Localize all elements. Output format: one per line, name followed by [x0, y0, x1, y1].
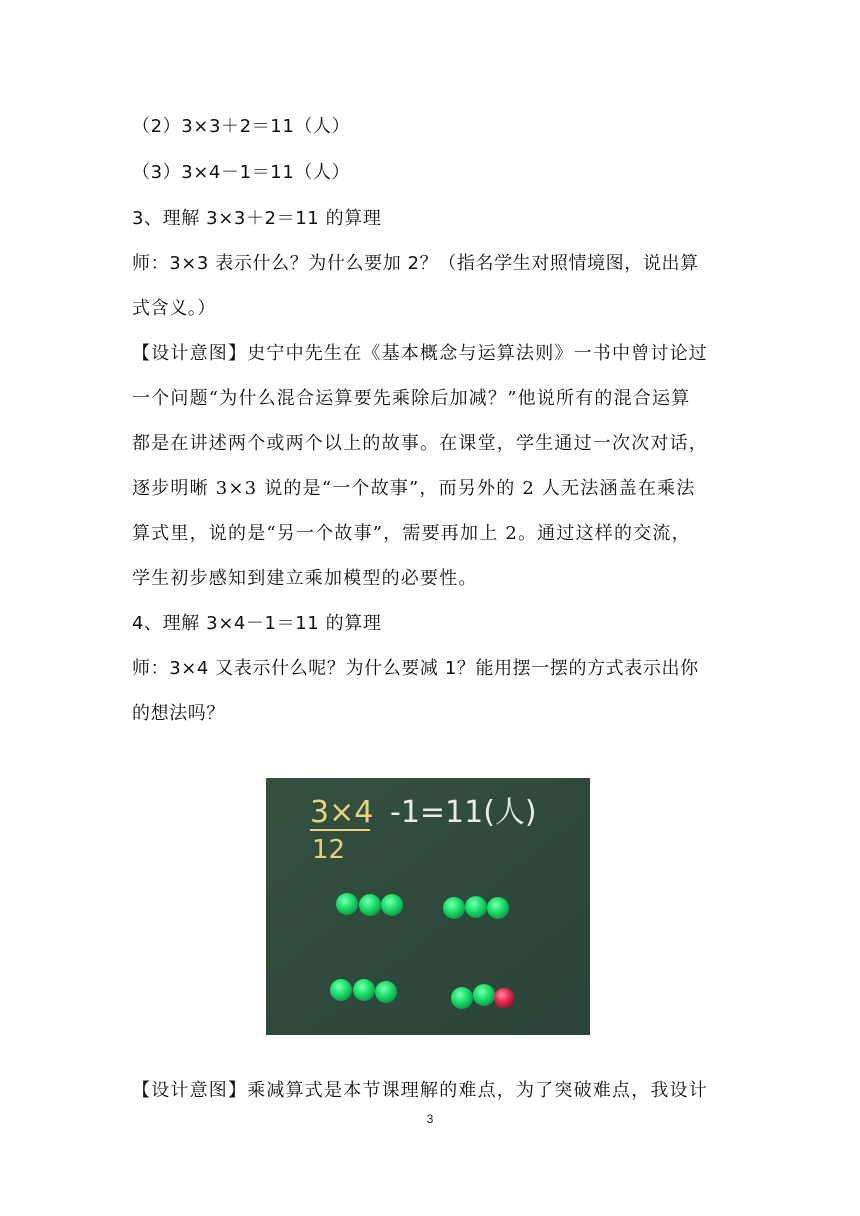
text-line-teacher-question-2: 师：3×4 又表示什么呢？为什么要减 1？能用摆一摆的方式表示出你 — [132, 658, 699, 679]
counter-group-top-left — [336, 893, 403, 916]
green-counter — [330, 979, 352, 1001]
blackboard-photo — [266, 778, 590, 1035]
text-line-1: （2）3×3＋2＝11（人） — [132, 116, 351, 137]
counter-group-bottom-left — [330, 979, 397, 1003]
green-counter — [375, 981, 397, 1003]
design-intent-line-5: 算式里，说的是“另一个故事”，需要再加上 2。通过这样的交流， — [132, 523, 691, 544]
design-intent-line-4: 逐步明晰 3×3 说的是“一个故事”，而另外的 2 人无法涵盖在乘法 — [132, 478, 696, 499]
green-counter — [465, 896, 487, 918]
text-line-2: （3）3×4－1＝11（人） — [132, 162, 351, 183]
design-intent-line-1: 【设计意图】史宁中先生在《基本概念与运算法则》一书中曾讨论过 — [132, 343, 708, 364]
red-counter — [494, 988, 514, 1008]
design-intent-line-3: 都是在讲述两个或两个以上的故事。在课堂，学生通过一次次对话， — [132, 433, 708, 454]
section-heading-3: 3、理解 3×3＋2＝11 的算理 — [132, 208, 382, 229]
design-intent-2-line-1: 【设计意图】乘减算式是本节课理解的难点，为了突破难点，我设计 — [132, 1080, 708, 1101]
green-counter — [451, 987, 473, 1009]
page-number: 3 — [426, 1112, 434, 1126]
design-intent-line-2: 一个问题“为什么混合运算要先乘除后加减？”他说所有的混合运算 — [132, 388, 691, 409]
green-counter — [359, 894, 381, 916]
green-counter — [473, 984, 495, 1006]
green-counter — [336, 893, 358, 915]
chalk-factor-text: 3×4 — [310, 795, 374, 830]
text-line-teacher-question-1-cont: 式含义。） — [132, 298, 216, 319]
blackboard-illustration — [266, 778, 590, 1035]
green-counter — [381, 894, 403, 916]
chalk-subtotal: 12 — [312, 835, 346, 865]
section-heading-4: 4、理解 3×4－1＝11 的算理 — [132, 613, 382, 634]
green-counter — [443, 897, 465, 919]
chalk-rest-text: -1=11(人) — [390, 795, 537, 830]
green-counter — [487, 897, 509, 919]
counter-group-top-right — [443, 896, 509, 919]
design-intent-line-6: 学生初步感知到建立乘加模型的必要性。 — [132, 568, 478, 589]
green-counter — [353, 979, 375, 1001]
text-line-teacher-question-2-cont: 的想法吗？ — [132, 703, 225, 724]
text-line-teacher-question-1: 师：3×3 表示什么？为什么要加 2？（指名学生对照情境图，说出算 — [132, 253, 699, 274]
